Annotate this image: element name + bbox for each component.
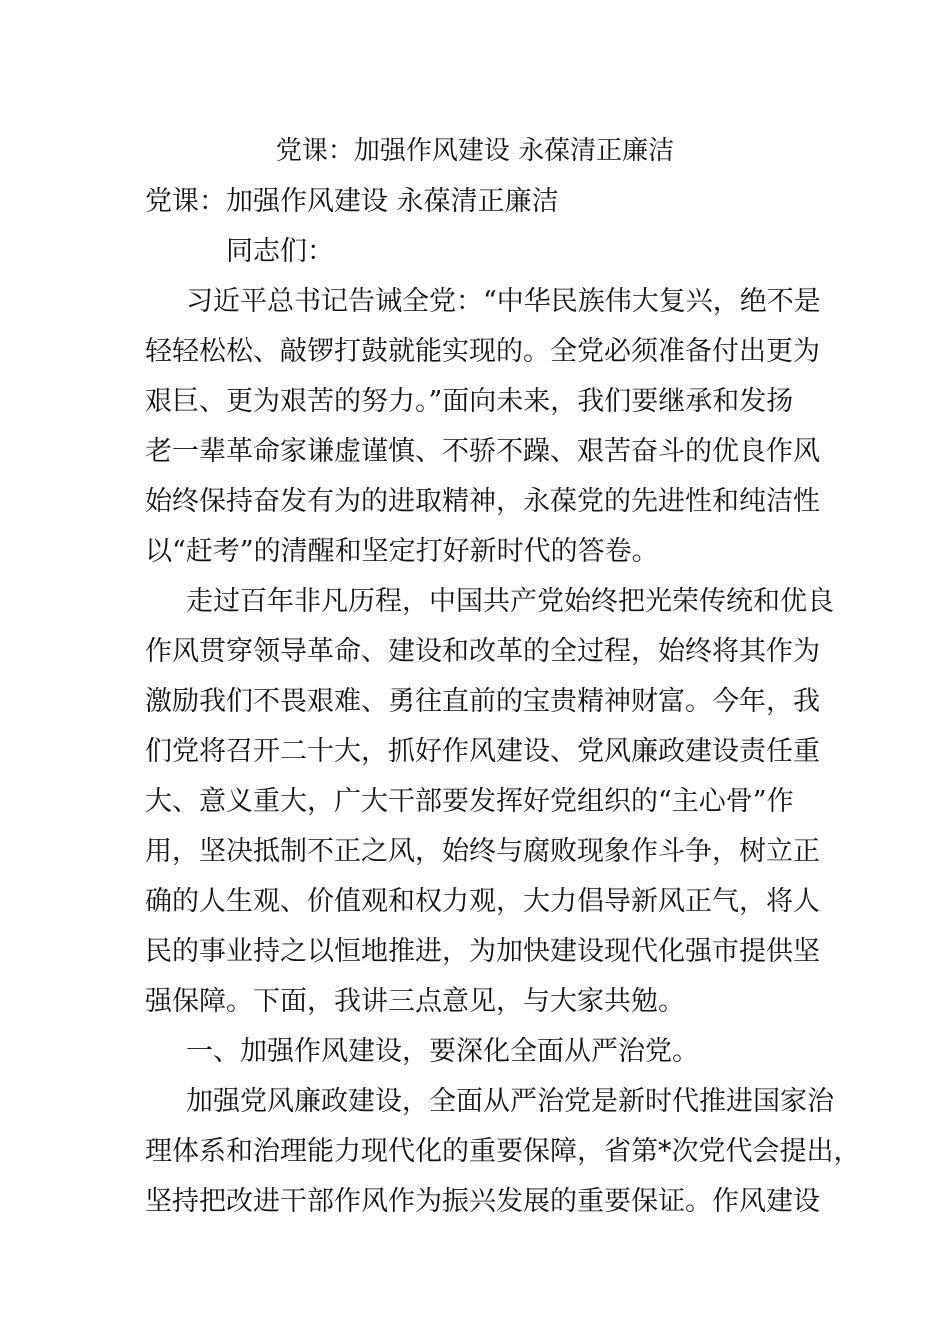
greeting: 同志们： [226, 236, 334, 267]
paragraph-line: 们党将召开二十大，抓好作风建设、党风廉政建设责任重 [145, 736, 820, 767]
paragraph-line: 轻轻松松、敲锣打鼓就能实现的。全党必须准备付出更为 [145, 336, 820, 367]
document-heading: 党课：加强作风建设 永葆清正廉洁 [145, 186, 559, 217]
paragraph-line: 走过百年非凡历程，中国共产党始终把光荣传统和优良 [186, 586, 834, 617]
paragraph-line: 作风贯穿领导革命、建设和改革的全过程，始终将其作为 [145, 636, 820, 667]
paragraph-line: 强保障。下面，我讲三点意见，与大家共勉。 [145, 986, 685, 1017]
paragraph-line: 坚持把改进干部作风作为振兴发展的重要保证。作风建设 [145, 1186, 820, 1217]
paragraph-line: 激励我们不畏艰难、勇往直前的宝贵精神财富。今年，我 [145, 686, 820, 717]
paragraph-line: 用，坚决抵制不正之风，始终与腐败现象作斗争，树立正 [145, 836, 820, 867]
paragraph-line: 老一辈革命家谦虚谨慎、不骄不躁、艰苦奋斗的优良作风 [145, 436, 820, 467]
paragraph-line: 以“赶考”的清醒和坚定打好新时代的答卷。 [145, 536, 659, 567]
document-title: 党课：加强作风建设 永葆清正廉洁 [275, 136, 675, 166]
paragraph-line: 始终保持奋发有为的进取精神，永葆党的先进性和纯洁性 [145, 486, 820, 517]
paragraph-line: 确的人生观、价值观和权力观，大力倡导新风正气，将人 [145, 886, 820, 917]
paragraph-line: 加强党风廉政建设，全面从严治党是新时代推进国家治 [186, 1086, 834, 1117]
paragraph-line: 大、意义重大，广大干部要发挥好党组织的“主心骨”作 [145, 786, 794, 817]
paragraph-line: 民的事业持之以恒地推进，为加快建设现代化强市提供坚 [145, 936, 820, 967]
paragraph-line: 习近平总书记告诫全党：“中华民族伟大复兴，绝不是 [186, 286, 821, 317]
section-heading: 一、加强作风建设，要深化全面从严治党。 [186, 1036, 699, 1067]
paragraph-line: 艰巨、更为艰苦的努力。”面向未来，我们要继承和发扬 [145, 386, 794, 417]
paragraph-line: 理体系和治理能力现代化的重要保障，省第*次党代会提出， [145, 1136, 861, 1167]
